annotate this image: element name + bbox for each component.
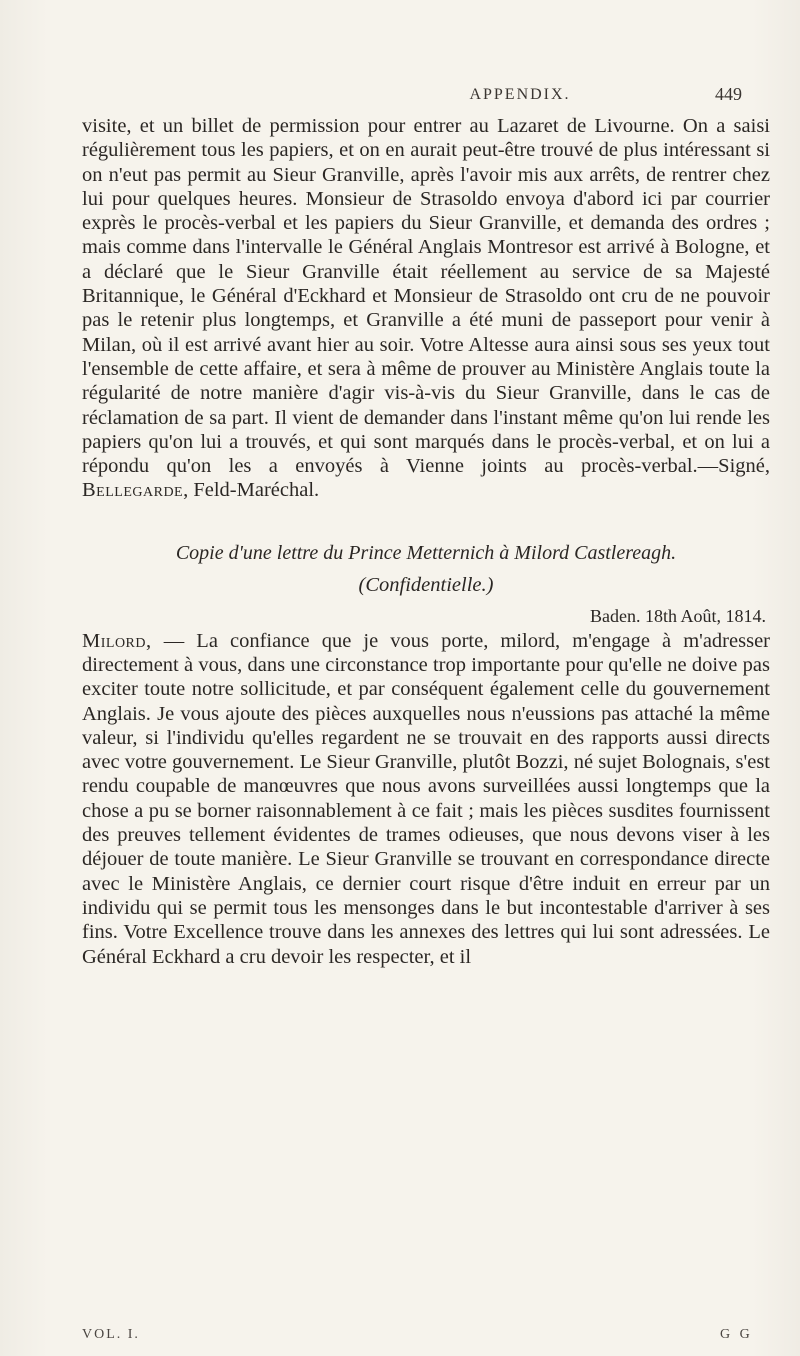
dateline: Baden. 18th Août, 1814.	[590, 606, 766, 627]
signature-mark: G G	[720, 1327, 753, 1342]
letter-title	[82, 541, 770, 565]
volume-mark: VOL. I.	[82, 1327, 140, 1342]
signature-name: Bellegarde	[82, 479, 184, 502]
signature-title: , Feld-Maréchal.	[183, 479, 320, 502]
salutation: Milord,	[82, 629, 152, 652]
page-number: 449	[715, 84, 742, 104]
running-head: APPENDIX.	[469, 86, 571, 103]
confidential-note: (Confidentielle.)	[358, 574, 494, 597]
paragraph	[82, 114, 770, 503]
body-text	[82, 114, 770, 969]
letter-title-lord: Milord Castlereagh.	[514, 541, 677, 564]
paragraph	[82, 629, 770, 969]
letter-title-part: à	[494, 541, 515, 564]
letter-title-prince: Prince Metternich	[348, 541, 495, 564]
letter-title-part: Copie d'une lettre du	[175, 541, 349, 564]
paragraph-text: — La confiance que je vous porte, milord, m'engage à m'adresser directement à vous, dans une circonstance trop importante pour qu'elle ne doive pas exciter toute notre sollicitude, et par conséquent également celle du gouvernement Anglais. Je vous ajoute des pièces auxquelles nous n'eussions pas attaché la même valeur, si l'individu qu'elles regardent ne se trouvait en des rapports aussi directs avec votre gouvernement. Le Sieur Granville, plutôt Bozzi, né sujet Bolognais, s'est rendu coupable de manœuvres que nous avons surveillées aussi longtemps que la chose a pu se borner raisonnablement à ce fait ; mais les pièces susdites fournissent des preuves tellement évidentes de trames odieuses, que nous devons viser à les déjouer de toute manière. Le Sieur Granville se trouvant en correspondance directe avec le Ministère Anglais, ce dernier court risque d'être induit en erreur par un individu qui se permit tous les mensonges dans le but incontestable d'arriver à ses fins. Votre Excellence trouve dans les annexes des lettres qui lui sont adressées. Le Général Eckhard a cru devoir les respecter, et il	[82, 629, 770, 968]
paragraph-text: visite, et un billet de permission pour entrer au Lazaret de Livourne. On a saisi régulièrement tous les papiers, et on en aurait peut-être trouvé de plus intéressant si on n'eut pas permit au Sieur Granville, après l'avoir mis aux arrêts, de rentrer chez lui pour quelques heures. Monsieur de Strasoldo envoya d'abord ici par courrier exprès le procès-verbal et les papiers du Sieur Granville, et demanda des ordres ; mais comme dans l'intervalle le Général Anglais Montresor est arrivé à Bologne, et a déclaré que le Sieur Granville était réellement au service de sa Majesté Britannique, le Général d'Eckhard et Monsieur de Strasoldo ont cru de ne pouvoir pas le retenir plus longtemps, et Granville a été muni de passeport pour venir à Milan, où il est arrivé avant hier au soir. Votre Altesse aura ainsi sous ses yeux tout l'ensemble de cette affaire, et sera à même de prouver au Ministère Anglais toute la régularité de notre manière d'agir vis-à-vis du Sieur Granville, dans le cas de réclamation de sa part. Il vient de demander dans l'instant même qu'on lui rende les papiers qu'on lui a trouvés, et qui sont marqués dans le procès-verbal, et on lui a répondu qu'on les a envoyés à Vienne joints au procès-verbal.—Signé,	[82, 115, 770, 478]
